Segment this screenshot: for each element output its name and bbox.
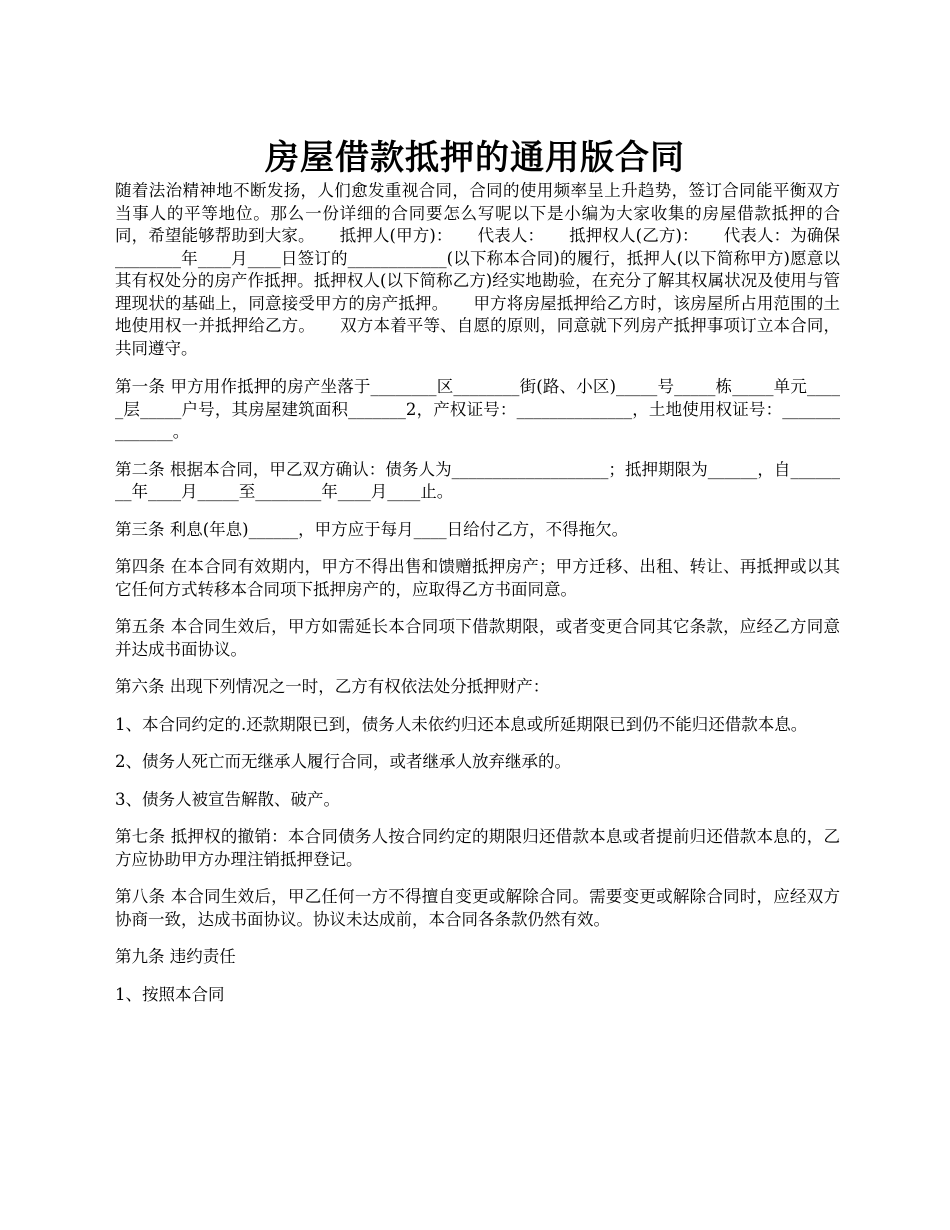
article-9-heading: 第九条 违约责任	[115, 947, 236, 966]
article-6-item-1: 1、本合同约定的.还款期限已到，债务人未依约归还本息或所延期限已到仍不能归还借款本息。	[115, 714, 808, 734]
article-4-paragraph: 第四条 在本合同有效期内，甲方不得出售和馈赠抵押房产；甲方迁移、出租、转让、再抵押或以其它任何方式转移本合同项下抵押房产的，应取得乙方书面同意。	[115, 557, 840, 599]
article-3-paragraph: 第三条 利息(年息)______，甲方应于每月____日给付乙方，不得拖欠。	[115, 519, 629, 539]
article-1-paragraph: 第一条 甲方用作抵押的房产坐落于________区________街(路、小区)_____号_____栋_____单元_____层_____户号，其房屋建筑面积_______2，产权证号：______________，土地使用权证号：______________。	[115, 377, 840, 441]
article-2-paragraph: 第二条 根据本合同，甲乙双方确认：债务人为___________________；抵押期限为______，自________年____月_____至________年____月____止。	[115, 459, 840, 501]
document-body	[115, 180, 840, 1021]
article-5-paragraph: 第五条 本合同生效后，甲方如需延长本合同项下借款期限，或者变更合同其它条款，应经乙方同意并达成书面协议。	[115, 617, 840, 659]
article-6-paragraph: 第六条 出现下列情况之一时，乙方有权依法处分抵押财产：	[115, 677, 550, 696]
intro-paragraph: 随着法治精神地不断发扬，人们愈发重视合同，合同的使用频率呈上升趋势，签订合同能平衡双方当事人的平等地位。那么一份详细的合同要怎么写呢以下是小编为大家收集的房屋借款抵押的合同，希望能够帮助到大家。 抵押人(甲方)： 代表人： 抵押权人(乙方)： 代表人：为确保________年____月____日签订的____________(以下称本合同)的履行，抵押人(以下简称甲方)愿意以其有权处分的房产作抵押。抵押权人(以下简称乙方)经实地勘验，在充分了解其权属状况及使用与管理现状的基础上，同意接受甲方的房产抵押。 甲方将房屋抵押给乙方时，该房屋所占用范围的土地使用权一并抵押给乙方。 双方本着平等、自愿的原则，同意就下列房产抵押事项订立本合同，共同遵守。	[115, 181, 840, 358]
article-8-paragraph: 第八条 本合同生效后，甲乙任何一方不得擅自变更或解除合同。需要变更或解除合同时，应经双方协商一致，达成书面协议。协议未达成前，本合同各条款仍然有效。	[115, 887, 840, 929]
document-title: 房屋借款抵押的通用版合同	[265, 137, 685, 178]
article-9-item-1: 1、按照本合同	[115, 984, 225, 1004]
article-6-item-3: 3、债务人被宣告解散、破产。	[115, 789, 340, 809]
article-6-item-2: 2、债务人死亡而无继承人履行合同，或者继承人放弃继承的。	[115, 752, 571, 771]
article-7-paragraph: 第七条 抵押权的撤销：本合同债务人按合同约定的期限归还借款本息或者提前归还借款本息的，乙方应协助甲方办理注销抵押登记。	[115, 827, 840, 869]
